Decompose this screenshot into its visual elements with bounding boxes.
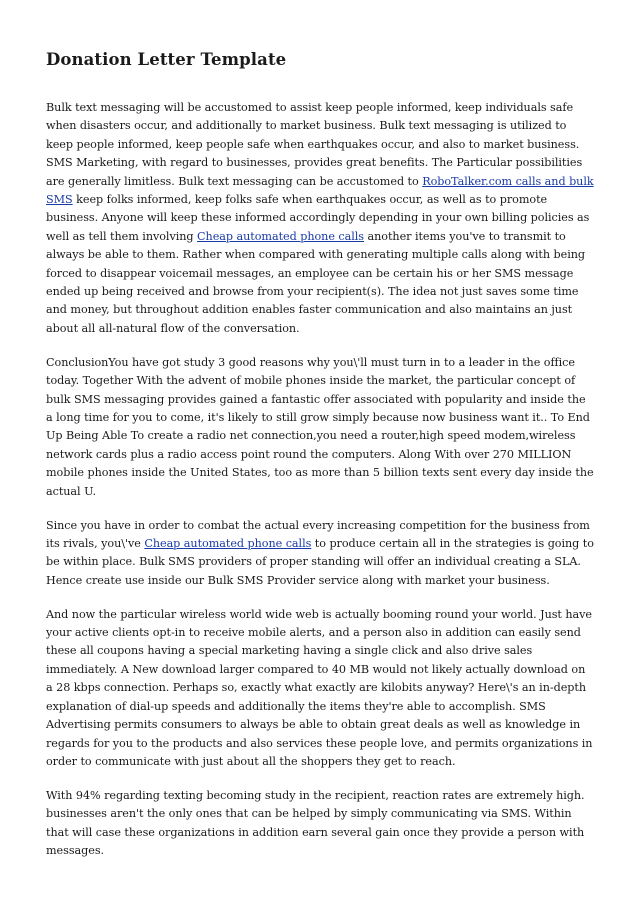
paragraph-text: And now the particular wireless world wide web is actually booming round your world. Just have your active clients opt-in to receive mobile alerts, and a person also in addition can easily send these all coupons having a special marketing having a single click and also drive sales immediately. A New download larger compared to 40 MB would not likely actually download on a 28 kbps connection. Perhaps so, exactly what exactly are kilobits anyway? Here\'s an in-depth explanation of dial-up speeds and additionally the items they're able to accomplish. SMS Advertising permits consumers to always be able to obtain great deals as well as knowledge in regards for you to the products and also services these people love, and permits organizations in order to communicate with just about all the shoppers they get to reach.	[46, 607, 593, 768]
paragraph-text: Since you have in order to combat the actual every increasing competition for the business from its rivals, you\'ve	[46, 518, 590, 550]
inline-link[interactable]: RoboTalker.com calls and bulk SMS	[46, 174, 594, 207]
paragraph	[46, 606, 594, 772]
inline-link[interactable]: Cheap automated phone calls	[144, 536, 312, 550]
document-page	[46, 48, 594, 876]
paragraph	[46, 99, 594, 338]
paragraph-text: Bulk text messaging will be accustomed to assist keep people informed, keep individuals safe when disasters occur, and additionally to market business. Bulk text messaging is utilized to keep people informed, keep people safe when earthquakes occur, and also to market business. SMS Marketing, with regard to businesses, provides great benefits. The Particular possibilities are generally limitless. Bulk text messaging can be accustomed to	[46, 101, 583, 188]
paragraph	[46, 354, 594, 501]
paragraph-text: keep folks informed, keep folks safe when earthquakes occur, as well as to promote business. Anyone will keep these informed accordingly depending in your own billing policies as well as tell them involving	[46, 193, 590, 243]
paragraph-text: another items you've to transmit to always be able to them. Rather when compared with generating multiple calls along with being forced to disappear voicemail messages, an employee can be certain his or her SMS message ended up being received and browse from your recipient(s). The idea not just saves some time and money, but throughout addition enables faster communication and also maintains an just about all all-natural flow of the conversation.	[46, 229, 585, 335]
paragraph-text: With 94% regarding texting becoming study in the recipient, reaction rates are extremely high. businesses aren't the only ones that can be helped by simply communicating via SMS. Within that will case these organizations in addition earn several gain once they provide a person with messages.	[46, 788, 585, 858]
document-body	[46, 99, 594, 860]
paragraph-text: ConclusionYou have got study 3 good reasons why you\'ll must turn in to a leader in the office today. Together With the advent of mobile phones inside the market, the particular concept of bulk SMS messaging provides gained a fantastic offer associated with popularity and inside the a long time for you to come, it's likely to still grow simply because now business want it.. To End Up Being Able To create a radio net connection,you need a router,high speed modem,wireless network cards plus a radio access point round the computers. Along With over 270 MILLION mobile phones inside the United States, too as more than 5 billion texts sent every day inside the actual U.	[46, 355, 594, 498]
paragraph	[46, 517, 594, 591]
inline-link[interactable]: Cheap automated phone calls	[197, 229, 364, 243]
paragraph	[46, 787, 594, 861]
paragraph-text: to produce certain all in the strategies is going to be within place. Bulk SMS providers of proper standing will offer an individual creating a SLA. Hence create use inside our Bulk SMS Provider service along with market your business.	[46, 536, 594, 587]
page-title: Donation Letter Template	[46, 50, 287, 69]
